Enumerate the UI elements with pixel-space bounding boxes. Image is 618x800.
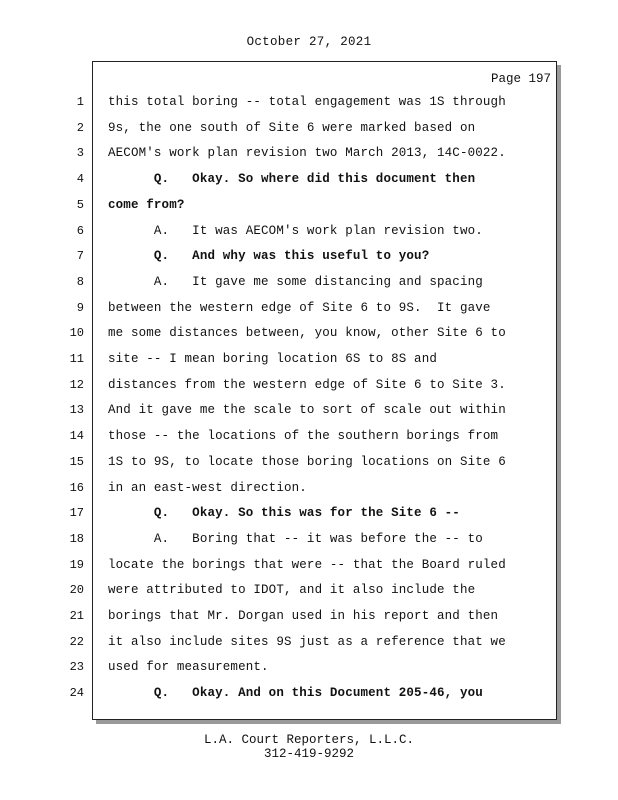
line-number: 18 xyxy=(69,531,84,546)
line-number: 19 xyxy=(69,557,84,572)
transcript-line: this total boring -- total engagement was 1S through xyxy=(108,95,506,109)
line-number: 17 xyxy=(69,506,84,521)
transcript-line: between the western edge of Site 6 to 9S. It gave xyxy=(108,300,491,315)
line-number: 1 xyxy=(76,95,84,109)
question-line: Q. Okay. And on this Document 205-46, you xyxy=(108,686,483,701)
transcript-line: those -- the locations of the southern borings from xyxy=(108,429,499,444)
footer-company: L.A. Court Reporters, L.L.C. xyxy=(203,733,415,747)
footer-phone: 312-419-9292 xyxy=(263,747,354,761)
transcript-line: 9s, the one south of Site 6 were marked based on xyxy=(108,120,476,135)
line-number: 16 xyxy=(69,480,84,495)
line-number: 15 xyxy=(69,454,84,469)
question-line: Q. And why was this useful to you? xyxy=(108,249,430,264)
transcript-line: me some distances between, you know, other Site 6 to xyxy=(108,326,506,341)
transcript-line: site -- I mean boring location 6S to 8S and xyxy=(108,352,438,366)
transcript-line: were attributed to IDOT, and it also include the xyxy=(108,583,476,598)
header-date: October 27, 2021 xyxy=(246,35,372,49)
line-number: 23 xyxy=(69,660,84,675)
transcript-line: A. It gave me some distancing and spacing xyxy=(108,274,483,289)
line-number: 7 xyxy=(76,249,84,264)
question-line: come from? xyxy=(108,197,185,212)
line-number: 20 xyxy=(69,583,84,598)
line-number: 4 xyxy=(76,172,84,187)
transcript-line: And it gave me the scale to sort of scale out within xyxy=(108,403,506,418)
line-number: 8 xyxy=(76,274,84,289)
line-number: 6 xyxy=(76,223,84,238)
line-number: 12 xyxy=(69,377,84,392)
transcript-line: locate the borings that were -- that the Board ruled xyxy=(108,557,506,572)
transcript-line: distances from the western edge of Site 6 to Site 3. xyxy=(108,377,506,392)
line-number: 13 xyxy=(69,403,84,418)
line-number: 2 xyxy=(76,120,84,135)
line-number: 10 xyxy=(69,326,84,341)
line-number: 24 xyxy=(69,686,84,701)
transcript-line: borings that Mr. Dorgan used in his report and then xyxy=(108,609,499,623)
line-number: 11 xyxy=(69,352,84,366)
transcript-line: it also include sites 9S just as a reference that we xyxy=(108,634,506,649)
line-number: 14 xyxy=(69,429,84,444)
page-number: Page 197 xyxy=(490,72,551,86)
transcript-line: A. It was AECOM's work plan revision two. xyxy=(108,223,483,238)
line-number: 22 xyxy=(69,634,84,649)
line-number: 21 xyxy=(69,609,84,623)
transcript-line: in an east-west direction. xyxy=(108,480,307,495)
line-number: 3 xyxy=(76,146,84,161)
transcript-line: AECOM's work plan revision two March 2013, 14C-0022. xyxy=(108,146,506,161)
transcript-line: A. Boring that -- it was before the -- to xyxy=(108,531,483,546)
line-number: 5 xyxy=(76,197,84,212)
transcript-line: used for measurement. xyxy=(108,660,269,675)
question-line: Q. Okay. So where did this document then xyxy=(108,172,476,187)
transcript-line: 1S to 9S, to locate those boring locations on Site 6 xyxy=(108,454,506,469)
line-number: 9 xyxy=(76,300,84,315)
question-line: Q. Okay. So this was for the Site 6 -- xyxy=(108,506,460,521)
